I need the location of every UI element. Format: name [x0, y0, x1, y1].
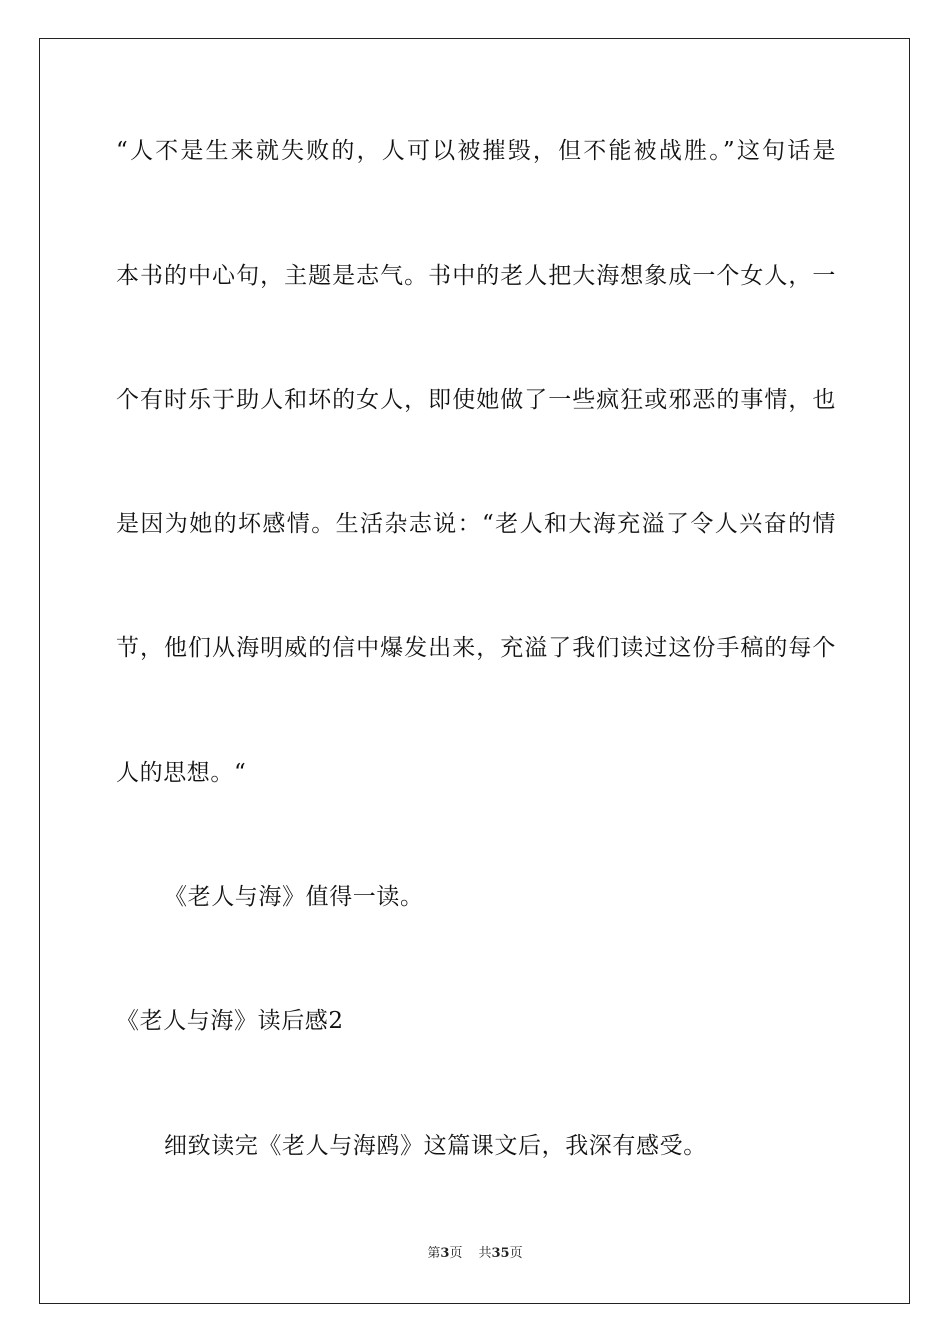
paragraph-line-2: 本书的中心句，主题是志气。书中的老人把大海想象成一个女人，一 [116, 263, 836, 289]
page-border [39, 38, 910, 1304]
total-prefix: 共 [478, 1246, 492, 1261]
page-footer [0, 1246, 950, 1262]
paragraph-line-6: 人的思想。“ [116, 760, 247, 786]
total-pages: 35 [491, 1246, 510, 1261]
total-suffix: 页 [509, 1246, 523, 1261]
page-number: 3 [440, 1246, 450, 1261]
paragraph-line-5: 节，他们从海明威的信中爆发出来，充溢了我们读过这份手稿的每个 [116, 635, 836, 661]
paragraph-line-3: 个有时乐于助人和坏的女人，即使她做了一些疯狂或邪恶的事情，也 [116, 387, 836, 413]
intro-sentence: 细致读完《老人与海鸥》这篇课文后，我深有感受。 [164, 1133, 707, 1159]
section-title: 《老人与海》读后感2 [116, 1008, 344, 1034]
page-suffix: 页 [449, 1246, 463, 1261]
recommendation-sentence: 《老人与海》值得一读。 [164, 884, 424, 910]
paragraph-line-1: “人不是生来就失败的，人可以被摧毁，但不能被战胜。”这句话是 [116, 138, 836, 164]
paragraph-line-4: 是因为她的坏感情。生活杂志说：“老人和大海充溢了令人兴奋的情 [116, 511, 836, 537]
page-prefix: 第 [427, 1246, 441, 1261]
